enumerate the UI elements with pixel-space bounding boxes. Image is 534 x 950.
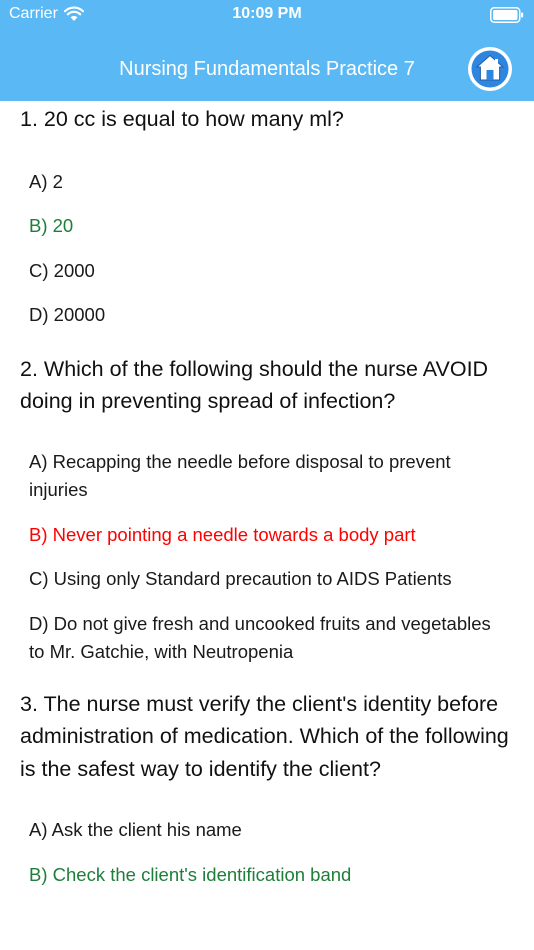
- option-b[interactable]: B) Never pointing a needle towards a body part: [29, 523, 416, 545]
- options-list: [0, 168, 534, 330]
- option-d[interactable]: D) 20000: [29, 304, 106, 325]
- page-title: Nursing Fundamentals Practice 7: [119, 58, 415, 80]
- status-bar: [0, 0, 534, 30]
- options-list: [0, 816, 534, 889]
- quiz-content[interactable]: [0, 101, 534, 950]
- option-c[interactable]: C) 2000: [29, 259, 95, 281]
- option-d[interactable]: D) Do not give fresh and uncooked fruits and vegetables to Mr. Gatchie, with Neutropenia: [29, 612, 491, 662]
- option-c[interactable]: C) Using only Standard precaution to AIDS Patients: [29, 568, 452, 589]
- option-a[interactable]: A) Recapping the needle before disposal to prevent injuries: [29, 450, 451, 500]
- option-a[interactable]: A) 2: [29, 170, 63, 192]
- question-text: 2. Which of the following should the nurse AVOID doing in preventing spread of infection?: [20, 356, 489, 413]
- options-list: [0, 448, 534, 667]
- question-text: 3. The nurse must verify the client's identity before administration of medication. Which of the following is the safest way to identify the client?: [20, 691, 509, 781]
- option-b[interactable]: B) Check the client's identification band: [29, 863, 352, 885]
- question-block-3: [0, 688, 534, 890]
- navigation-header: [0, 0, 534, 101]
- home-button[interactable]: [466, 45, 514, 93]
- question-block-2: [0, 353, 534, 667]
- question-block-1: [0, 103, 534, 330]
- home-icon: [466, 45, 514, 93]
- status-time: 10:09 PM: [232, 5, 302, 22]
- option-a[interactable]: A) Ask the client his name: [29, 819, 242, 840]
- carrier-label: Carrier: [9, 5, 58, 22]
- question-text: 1. 20 cc is equal to how many ml?: [20, 107, 344, 131]
- option-b[interactable]: B) 20: [29, 215, 74, 236]
- battery-icon: [490, 7, 524, 23]
